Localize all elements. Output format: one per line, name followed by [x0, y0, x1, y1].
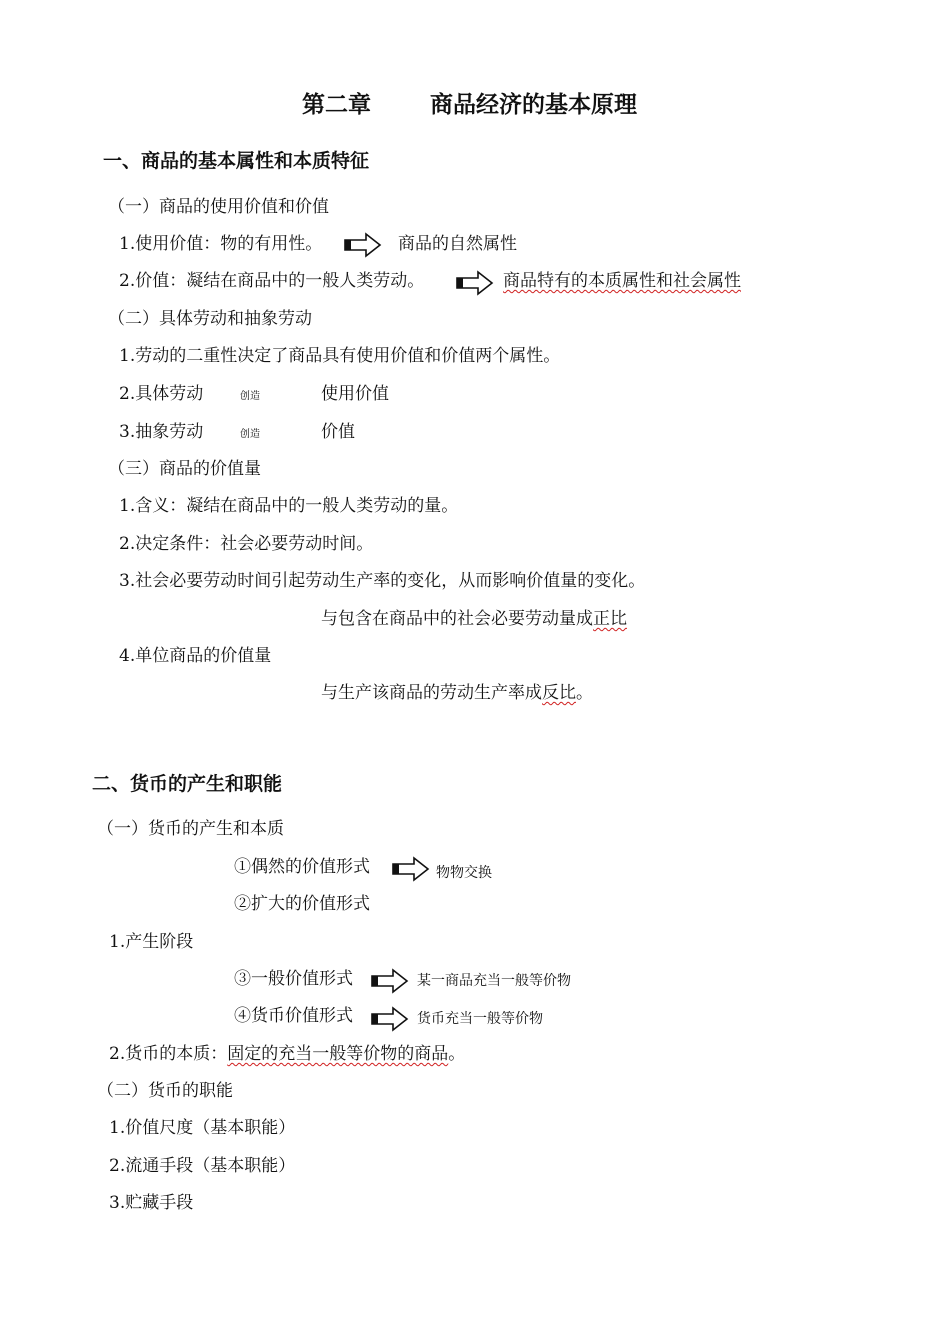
arrow-right-icon	[371, 1006, 409, 1032]
annotation-part: 与包含在商品中的社会必要劳动量成	[321, 609, 593, 629]
subsection-heading: （二）具体劳动和抽象劳动	[108, 309, 312, 329]
list-item: 3.贮藏手段	[109, 1193, 194, 1213]
subsection-heading: （一）商品的使用价值和价值	[108, 197, 329, 217]
arrow-right-icon	[371, 968, 409, 994]
section-heading: 二、货币的产生和职能	[92, 773, 283, 795]
list-item: 1.产生阶段	[109, 932, 194, 952]
list-item: 2.决定条件：社会必要劳动时间。	[119, 534, 374, 554]
annotation-text: 商品特有的本质属性和社会属性	[503, 271, 741, 291]
annotation-text: 物物交换	[436, 865, 492, 881]
result-text: 使用价值	[321, 384, 389, 404]
list-item: 3.抽象劳动	[119, 422, 204, 442]
small-label: 创造	[240, 391, 260, 402]
annotation-emphasis: 反比	[542, 683, 576, 703]
value-form: ④货币价值形式	[234, 1006, 353, 1026]
annotation-text	[321, 682, 593, 704]
list-item: 1.使用价值：物的有用性。	[119, 234, 323, 254]
arrow-right-icon	[456, 270, 494, 296]
value-form: ①偶然的价值形式	[234, 857, 370, 877]
list-item: 1.价值尺度（基本职能）	[109, 1118, 296, 1138]
essence-definition: 固定的充当一般等价物的商品	[227, 1044, 449, 1064]
subsection-heading: （一）货币的产生和本质	[97, 819, 284, 839]
annotation-text: 某一商品充当一般等价物	[417, 973, 571, 989]
annotation-emphasis: 正比	[593, 609, 627, 629]
value-form: ②扩大的价值形式	[234, 894, 370, 914]
section-heading: 一、商品的基本属性和本质特征	[103, 150, 370, 172]
value-form: ③一般价值形式	[234, 969, 353, 989]
annotation-text: 货币充当一般等价物	[417, 1011, 543, 1027]
annotation-part: 。	[576, 683, 593, 703]
arrow-right-icon	[344, 232, 382, 258]
essence-label: 2.货币的本质：	[109, 1044, 228, 1064]
list-item: 1.劳动的二重性决定了商品具有使用价值和价值两个属性。	[119, 346, 561, 366]
annotation-text: 商品的自然属性	[398, 234, 517, 254]
list-item: 4.单位商品的价值量	[119, 646, 272, 666]
list-item: 1.含义：凝结在商品中的一般人类劳动的量。	[119, 496, 459, 516]
list-item	[109, 1043, 465, 1065]
arrow-right-icon	[392, 856, 430, 882]
result-text: 价值	[321, 422, 355, 442]
list-item: 2.具体劳动	[119, 384, 204, 404]
chapter-title: 商品经济的基本原理	[430, 92, 637, 118]
subsection-heading: （三）商品的价值量	[108, 459, 261, 479]
list-item: 2.流通手段（基本职能）	[109, 1156, 296, 1176]
list-item: 2.价值：凝结在商品中的一般人类劳动。	[119, 271, 425, 291]
chapter-number: 第二章	[302, 92, 371, 118]
annotation-text	[321, 608, 627, 630]
list-item: 3.社会必要劳动时间引起劳动生产率的变化，从而影响价值量的变化。	[119, 571, 646, 591]
subsection-heading: （二）货币的职能	[97, 1081, 233, 1101]
small-label: 创造	[240, 429, 260, 440]
essence-period: 。	[448, 1044, 466, 1064]
annotation-part: 与生产该商品的劳动生产率成	[321, 683, 542, 703]
